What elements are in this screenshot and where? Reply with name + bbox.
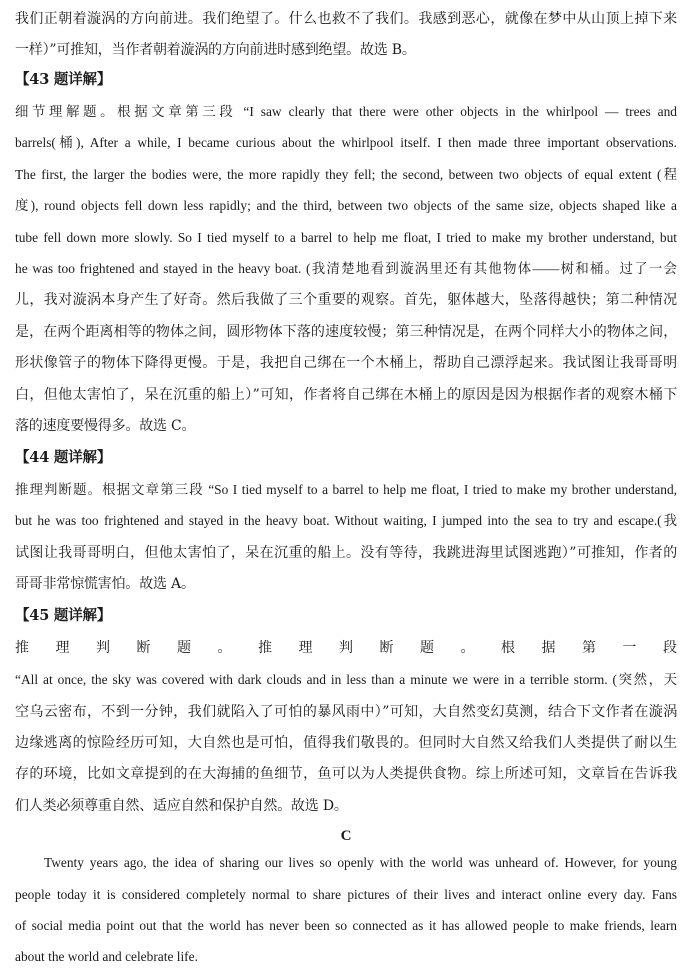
char: 据	[541, 640, 556, 656]
text-line: but he was too frightened and stayed in the heavy boat. Without waiting, I jumped into the sea to try and escape.(我	[15, 513, 677, 528]
spread-text-line	[15, 638, 677, 658]
section-title: C	[340, 828, 352, 844]
q44-heading: 【44 题详解】	[15, 449, 112, 466]
char: 断	[379, 640, 394, 656]
text-line: 是，在两个距离相等的物体之间，圆形物体下落的速度较慢；第三种情况是，在两个同样大小的物体之间，	[15, 324, 677, 340]
text-line: 试图让我哥哥明白，但他太害怕了，呆在沉重的船上。没有等待，我跳进海里试图逃跑）”可推知，作者的	[15, 545, 677, 561]
text-line: “All at once, the sky was covered with dark clouds and in less than a minute we were in a terrible storm. (突然，天	[15, 672, 677, 687]
char: 断	[136, 640, 151, 656]
text-line: people today it is considered completely normal to share pictures of their lives and interact online every day. Fans	[15, 887, 677, 902]
text-line: 落的速度要慢得多。故选 C。	[15, 418, 196, 434]
char: 一	[622, 640, 637, 656]
text-line: 们人类必须尊重自然、适应自然和保护自然。故选 D。	[15, 798, 348, 814]
text-line: Twenty years ago, the idea of sharing our lives so openly with the world was unheard of. However, for young	[44, 855, 677, 870]
text-line: 哥哥非常惊慌害怕。故选 A。	[15, 576, 195, 592]
text-line: The first, the larger the bodies were, the more rapidly they fell; the second, between two objects of equal extent (程	[15, 167, 677, 182]
text-line: 边缘逃离的惊险经历可知，大自然也是可怕，值得我们敬畏的。但同时大自然又给我们人类提供了耐以生	[15, 735, 677, 751]
text-line: 空乌云密布，不到一分钟，我们就陷入了可怕的暴风雨中）”可知，大自然变幻莫测，结合下文作者在漩涡	[15, 704, 677, 720]
char: 理	[55, 640, 70, 656]
char: 。	[460, 640, 475, 656]
char: 推	[15, 640, 29, 656]
text-line: about the world and celebrate life.	[15, 949, 198, 964]
char: 理	[298, 640, 313, 656]
text-line: 存的环境，比如文章提到的在大海捕的鱼细节，鱼可以为人类提供食物。综上所述可知，文章旨在告诉我	[15, 766, 677, 782]
char: 题	[177, 640, 191, 656]
text-line: 白，但他太害怕了，呆在沉重的船上）”可知，作者将自己绑在木桶上的原因是因为根据作者的观察木桶下	[15, 387, 677, 403]
char: 推	[258, 640, 272, 656]
char: 段	[663, 640, 677, 656]
text-line: 推理判断题。根据文章第三段 “So I tied myself to a barrel to help me float, I tried to make my brother understand,	[15, 482, 677, 497]
char: 判	[96, 640, 110, 656]
text-line: of social media point out that the world has never been so connected as it has allowed people to make friends, learn	[15, 918, 677, 933]
text-line: 形状像管子的物体下降得更慢。于是，我把自己绑在一个木桶上，帮助自己漂浮起来。我试图让我哥哥明	[15, 355, 677, 371]
text-line: barrels(桶), After a while, I became curious about the whirlpool itself. I then made three important observations.	[15, 135, 677, 150]
text-line: he was too frightened and stayed in the heavy boat. (我清楚地看到漩涡里还有其他物体——树和桶。过了一会	[15, 261, 677, 276]
char: 第	[582, 640, 596, 656]
q43-heading: 【43 题详解】	[15, 71, 112, 88]
text-line: 一样）”可推知，当作者朝着漩涡的方向前进时感到绝望。故选 B。	[15, 42, 416, 58]
char: 题	[420, 640, 434, 656]
text-line: tube fell down more slowly. So I tied myself to a barrel to help me float, I tried to make my brother understand, but	[15, 230, 677, 245]
char: 判	[339, 640, 353, 656]
text-line: 细节理解题。根据文章第三段 “I saw clearly that there were other objects in the whirlpool — trees and	[15, 104, 677, 119]
text-line: 我们正朝着漩涡的方向前进。我们绝望了。什么也救不了我们。我感到恶心，就像在梦中从山顶上掉下来	[15, 11, 677, 27]
char: 。	[217, 640, 232, 656]
text-line: 度), round objects fell down less rapidly; and the third, between two objects of the same size, objects shaped like a	[15, 198, 677, 213]
char: 根	[501, 640, 515, 656]
q45-heading: 【45 题详解】	[15, 607, 112, 624]
text-line: 儿，我对漩涡本身产生了好奇。然后我做了三个重要的观察。首先，躯体越大，坠落得越快；第二种情况	[15, 292, 677, 308]
